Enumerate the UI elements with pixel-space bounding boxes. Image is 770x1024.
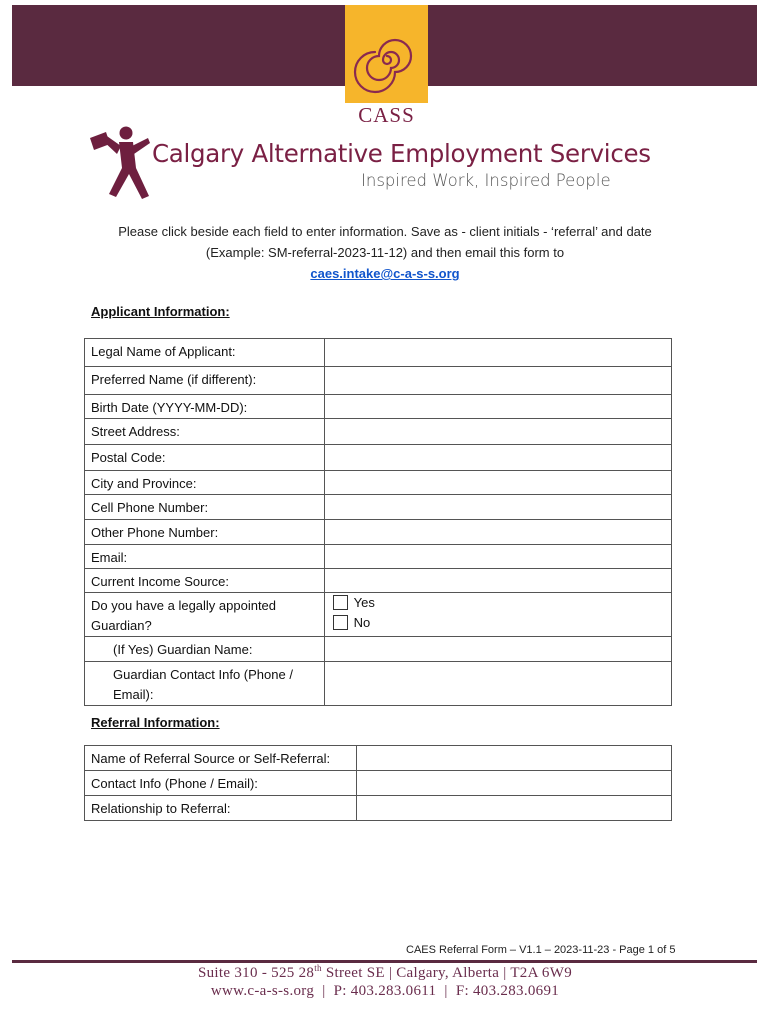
referral-section-title: Referral Information: xyxy=(91,715,220,730)
spiral-icon xyxy=(345,5,428,103)
contact-line: www.c-a-s-s.org | P: 403.283.0611 | F: 403.283.0691 xyxy=(210,983,560,999)
street-address-field[interactable] xyxy=(324,419,671,445)
email-label: Email: xyxy=(85,545,325,569)
no-checkbox[interactable] xyxy=(333,615,348,630)
other-phone-label: Other Phone Number: xyxy=(85,520,325,545)
other-phone-field[interactable] xyxy=(324,520,671,545)
address-street: Suite 310 - 525 28 xyxy=(197,965,315,981)
cass-logo xyxy=(345,5,428,103)
email-field[interactable] xyxy=(324,545,671,569)
cass-logo-text: CASS xyxy=(358,103,415,127)
relationship-field[interactable] xyxy=(356,796,671,821)
no-label: No xyxy=(353,615,371,630)
form-version-footer: CAES Referral Form – V1.1 – 2023-11-23 - Page 1 of 5 xyxy=(406,944,676,956)
street-address-label: Street Address: xyxy=(85,419,325,445)
instructions xyxy=(60,221,710,284)
relationship-label: Relationship to Referral: xyxy=(85,796,357,821)
referral-contact-label: Contact Info (Phone / Email): xyxy=(85,771,357,796)
guardian-contact-label: Guardian Contact Info (Phone / Email): xyxy=(85,662,325,706)
preferred-name-label: Preferred Name (if different): xyxy=(85,367,325,395)
org-name: Calgary Alternative Employment Services xyxy=(152,139,651,168)
legal-name-label: Legal Name of Applicant: xyxy=(85,339,325,367)
birth-date-field[interactable] xyxy=(324,395,671,419)
income-source-field[interactable] xyxy=(324,569,671,593)
guardian-name-label: (If Yes) Guardian Name: xyxy=(85,637,325,662)
tagline: Inspired Work, Inspired People xyxy=(361,171,611,190)
cell-phone-field[interactable] xyxy=(324,495,671,520)
referral-source-label: Name of Referral Source or Self-Referral: xyxy=(85,746,357,771)
instructions-line-2: (Example: SM-referral-2023-11-12) and then email this form to xyxy=(205,245,565,260)
intake-email-link[interactable]: caes.intake@c-a-s-s.org xyxy=(310,266,460,281)
guardian-contact-field[interactable] xyxy=(324,662,671,706)
yes-label: Yes xyxy=(353,595,375,610)
city-province-field[interactable] xyxy=(324,471,671,495)
instructions-line-1: Please click beside each field to enter information. Save as - client initials - ‘referral’ and date xyxy=(118,224,652,239)
yes-checkbox[interactable] xyxy=(333,595,348,610)
legal-name-field[interactable] xyxy=(324,339,671,367)
referral-contact-field[interactable] xyxy=(356,771,671,796)
guardian-no-option[interactable] xyxy=(333,613,665,633)
address-line xyxy=(0,963,770,982)
cell-phone-label: Cell Phone Number: xyxy=(85,495,325,520)
guardian-options xyxy=(324,593,671,637)
guardian-name-field[interactable] xyxy=(324,637,671,662)
guardian-question-label: Do you have a legally appointed Guardian? xyxy=(85,593,325,637)
referral-table xyxy=(84,745,672,821)
preferred-name-field[interactable] xyxy=(324,367,671,395)
address-city: Street SE | Calgary, Alberta | T2A 6W9 xyxy=(321,965,572,981)
guardian-yes-option[interactable] xyxy=(333,593,665,613)
person-logo-icon xyxy=(86,124,152,202)
income-source-label: Current Income Source: xyxy=(85,569,325,593)
applicant-section-title: Applicant Information: xyxy=(91,304,230,319)
referral-source-field[interactable] xyxy=(356,746,671,771)
birth-date-label: Birth Date (YYYY-MM-DD): xyxy=(85,395,325,419)
address-ordinal: th xyxy=(314,963,322,973)
city-province-label: City and Province: xyxy=(85,471,325,495)
postal-code-field[interactable] xyxy=(324,445,671,471)
postal-code-label: Postal Code: xyxy=(85,445,325,471)
applicant-table xyxy=(84,338,672,706)
